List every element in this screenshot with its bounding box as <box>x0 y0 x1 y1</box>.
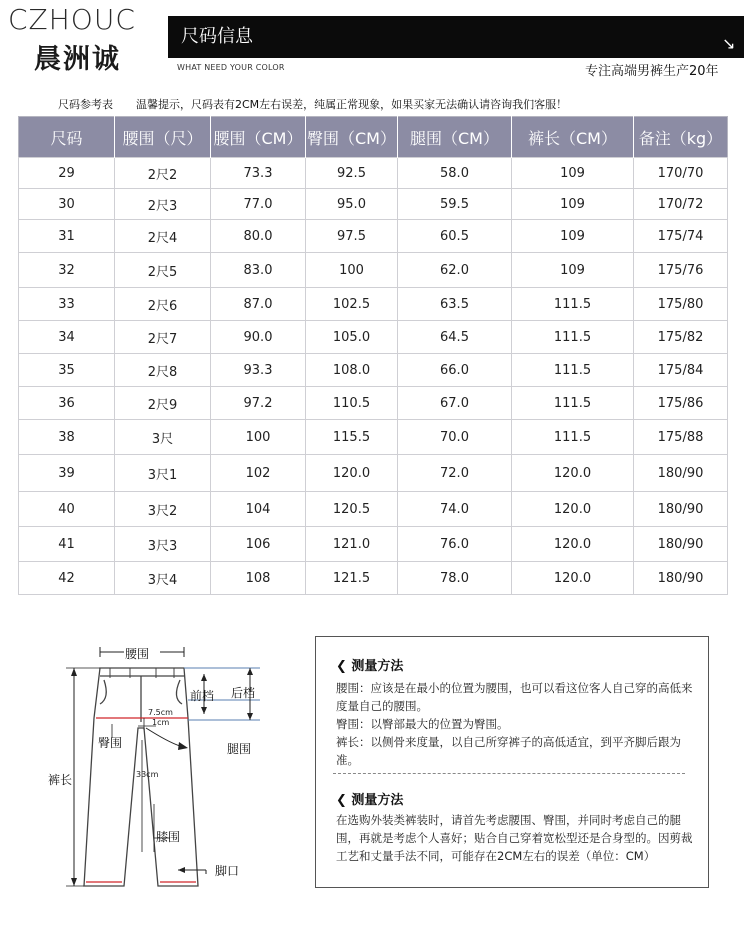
table-cell: 180/90 <box>634 562 728 595</box>
method-length-text: 裤长：以侧骨来度量，以自己所穿裤子的高低适宜，到平齐脚后跟为准。 <box>336 735 681 767</box>
table-cell: 170/70 <box>634 158 728 189</box>
table-cell: 175/88 <box>634 420 728 455</box>
table-cell: 111.5 <box>512 387 634 420</box>
table-cell: 83.0 <box>211 253 306 288</box>
table-cell: 111.5 <box>512 288 634 321</box>
table-cell: 63.5 <box>398 288 512 321</box>
column-header: 臀围（CM） <box>306 117 398 158</box>
back-rise-label: 后档 <box>231 686 256 700</box>
section-subtitle: WHAT NEED YOUR COLOR <box>177 63 285 72</box>
table-cell: 95.0 <box>306 189 398 220</box>
table-cell: 111.5 <box>512 321 634 354</box>
table-header-row <box>19 117 728 158</box>
column-header: 尺码 <box>19 117 115 158</box>
table-cell: 2尺4 <box>115 220 211 253</box>
table-cell: 100 <box>306 253 398 288</box>
table-cell: 120.0 <box>512 562 634 595</box>
column-header: 腰围（尺） <box>115 117 211 158</box>
table-cell: 180/90 <box>634 455 728 492</box>
table-cell: 105.0 <box>306 321 398 354</box>
column-header: 备注（kg） <box>634 117 728 158</box>
table-cell: 87.0 <box>211 288 306 321</box>
table-cell: 109 <box>512 253 634 288</box>
hip-label: 臀围 <box>98 736 123 750</box>
table-cell: 111.5 <box>512 420 634 455</box>
table-cell: 93.3 <box>211 354 306 387</box>
crotch-dim-small-label: 1cm <box>152 718 170 727</box>
table-cell: 3尺1 <box>115 455 211 492</box>
crotch-dim-label: 7.5cm <box>148 708 173 717</box>
table-cell: 67.0 <box>398 387 512 420</box>
table-cell: 2尺5 <box>115 253 211 288</box>
table-cell: 32 <box>19 253 115 288</box>
table-cell: 102.5 <box>306 288 398 321</box>
table-cell: 120.0 <box>512 492 634 527</box>
table-cell: 30 <box>19 189 115 220</box>
table-cell: 2尺2 <box>115 158 211 189</box>
table-cell: 120.0 <box>512 455 634 492</box>
table-cell: 60.5 <box>398 220 512 253</box>
table-cell: 31 <box>19 220 115 253</box>
table-cell: 2尺9 <box>115 387 211 420</box>
thigh-label: 腿围 <box>227 742 252 756</box>
table-row <box>19 189 728 220</box>
method-heading-2: ❮ 测量方法 <box>336 793 404 808</box>
table-cell: 73.3 <box>211 158 306 189</box>
table-cell: 76.0 <box>398 527 512 562</box>
inseam-dim-label: 33cm <box>136 770 159 779</box>
length-label: 裤长 <box>48 773 73 787</box>
table-cell: 70.0 <box>398 420 512 455</box>
table-cell: 3尺2 <box>115 492 211 527</box>
table-cell: 74.0 <box>398 492 512 527</box>
table-cell: 102 <box>211 455 306 492</box>
method-hip-text: 臀围：以臀部最大的位置为臀围。 <box>336 717 509 731</box>
table-cell: 175/74 <box>634 220 728 253</box>
column-header: 腿围（CM） <box>398 117 512 158</box>
table-cell: 175/80 <box>634 288 728 321</box>
table-cell: 106 <box>211 527 306 562</box>
table-row <box>19 527 728 562</box>
trouser-measure-diagram <box>38 638 288 898</box>
table-cell: 90.0 <box>211 321 306 354</box>
table-cell: 77.0 <box>211 189 306 220</box>
table-cell: 34 <box>19 321 115 354</box>
table-cell: 170/72 <box>634 189 728 220</box>
table-cell: 66.0 <box>398 354 512 387</box>
chevron-left-icon: ❮ <box>336 793 352 808</box>
table-cell: 36 <box>19 387 115 420</box>
table-cell: 121.0 <box>306 527 398 562</box>
table-cell: 3尺 <box>115 420 211 455</box>
method-waist-text: 腰围：应该是在最小的位置为腰围，也可以看这位客人自己穿的高低来度量自己的腰围。 <box>336 681 693 713</box>
front-rise-label: 前档 <box>190 689 215 703</box>
table-cell: 3尺4 <box>115 562 211 595</box>
table-row <box>19 288 728 321</box>
table-cell: 59.5 <box>398 189 512 220</box>
table-cell: 33 <box>19 288 115 321</box>
table-row <box>19 354 728 387</box>
table-cell: 120.0 <box>306 455 398 492</box>
brand-slogan: 专注高端男裤生产20年 <box>585 64 719 79</box>
table-cell: 97.5 <box>306 220 398 253</box>
table-cell: 78.0 <box>398 562 512 595</box>
corner-arrow-icon: ↘ <box>722 34 736 53</box>
table-row <box>19 455 728 492</box>
table-cell: 111.5 <box>512 354 634 387</box>
table-row <box>19 220 728 253</box>
table-cell: 3尺3 <box>115 527 211 562</box>
column-header: 裤长（CM） <box>512 117 634 158</box>
table-cell: 120.0 <box>512 527 634 562</box>
table-row <box>19 321 728 354</box>
table-cell: 64.5 <box>398 321 512 354</box>
table-row <box>19 420 728 455</box>
table-cell: 100 <box>211 420 306 455</box>
table-cell: 41 <box>19 527 115 562</box>
waist-label: 腰围 <box>125 647 150 661</box>
table-cell: 42 <box>19 562 115 595</box>
table-cell: 175/82 <box>634 321 728 354</box>
brand-logo-cn: 晨洲诚 <box>34 44 121 75</box>
table-cell: 109 <box>512 189 634 220</box>
table-cell: 58.0 <box>398 158 512 189</box>
table-cell: 115.5 <box>306 420 398 455</box>
table-row <box>19 387 728 420</box>
table-row <box>19 158 728 189</box>
table-row <box>19 562 728 595</box>
table-cell: 40 <box>19 492 115 527</box>
table-cell: 180/90 <box>634 527 728 562</box>
table-cell: 175/76 <box>634 253 728 288</box>
table-cell: 72.0 <box>398 455 512 492</box>
table-cell: 110.5 <box>306 387 398 420</box>
size-notice: 温馨提示，尺码表有2CM左右误差，纯属正常现象，如果买家无法确认请咨询我们客服！ <box>136 98 568 111</box>
table-cell: 120.5 <box>306 492 398 527</box>
table-cell: 2尺7 <box>115 321 211 354</box>
hem-label: 脚口 <box>215 864 240 878</box>
size-table <box>18 116 728 595</box>
table-row <box>19 492 728 527</box>
table-cell: 29 <box>19 158 115 189</box>
table-cell: 39 <box>19 455 115 492</box>
table-cell: 180/90 <box>634 492 728 527</box>
table-cell: 175/84 <box>634 354 728 387</box>
table-cell: 108.0 <box>306 354 398 387</box>
size-chart-label: 尺码参考表 <box>58 98 113 111</box>
header-bar <box>168 16 744 58</box>
chevron-left-icon: ❮ <box>336 659 352 674</box>
table-cell: 38 <box>19 420 115 455</box>
table-cell: 108 <box>211 562 306 595</box>
table-cell: 2尺3 <box>115 189 211 220</box>
table-cell: 35 <box>19 354 115 387</box>
table-cell: 109 <box>512 158 634 189</box>
table-cell: 109 <box>512 220 634 253</box>
brand-logo-en: CZHOUC <box>8 3 136 36</box>
knee-label: 膝围 <box>156 830 181 844</box>
divider <box>333 773 685 774</box>
column-header: 腰围（CM） <box>211 117 306 158</box>
table-cell: 2尺6 <box>115 288 211 321</box>
table-row <box>19 253 728 288</box>
table-cell: 121.5 <box>306 562 398 595</box>
table-cell: 175/86 <box>634 387 728 420</box>
table-cell: 97.2 <box>211 387 306 420</box>
method-advice-text: 在选购外装类裤装时，请首先考虑腰围、臀围，并同时考虑自己的腿围，再就是考虑个人喜好；贴合自己穿着宽松型还是合身型的。因剪裁工艺和丈量手法不同，可能存在2CM左右的误差（单位：CM） <box>336 813 693 863</box>
table-cell: 2尺8 <box>115 354 211 387</box>
table-cell: 92.5 <box>306 158 398 189</box>
table-cell: 104 <box>211 492 306 527</box>
method-heading-1: ❮ 测量方法 <box>336 659 404 674</box>
table-cell: 80.0 <box>211 220 306 253</box>
table-cell: 62.0 <box>398 253 512 288</box>
section-title: 尺码信息 <box>181 26 253 47</box>
